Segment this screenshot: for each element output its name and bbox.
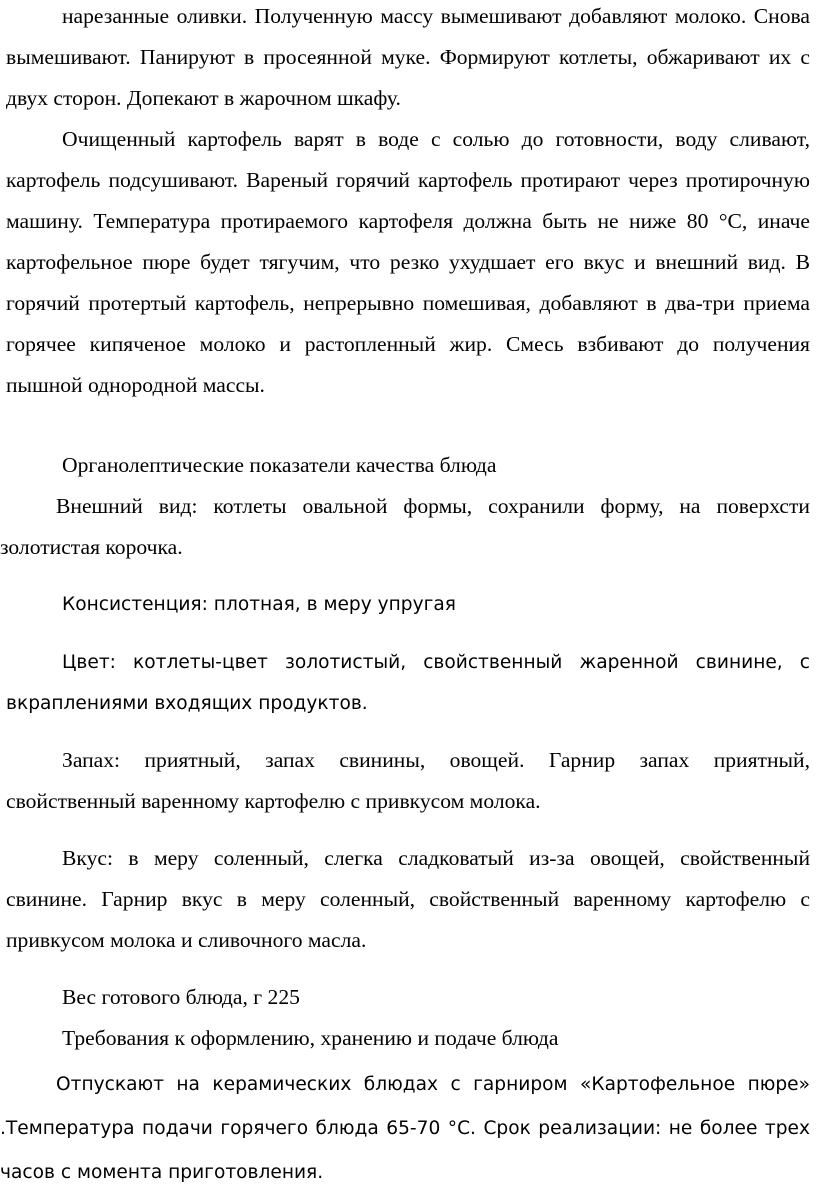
paragraph-preparation: нарезанные оливки. Полученную массу вымешивают добавляют молоко. Снова вымешивают. Панируют в просеянной муке. Формируют котлеты, обжаривают их с двух сторон. Допекают в жарочном шкафу. — [6, 4, 810, 110]
paragraph-weight: Вес готового блюда, г 225 — [62, 985, 300, 1009]
paragraph-potato-puree: Очищенный картофель варят в воде с солью до готовности, воду сливают, картофель подсушивают. Вареный горячий картофель протирают через протирочную машину. Температура протираемого картофеля должна быть не ниже 80 °С, иначе картофельное пюре будет тягучим, что резко ухудшает его вкус и внешний вид. В горячий протертый картофель, непрерывно помешивая, добавляют в два-три приема горячее кипяченое молоко и растопленный жир. Смесь взбивают до получения пышной однородной массы. — [6, 127, 810, 397]
paragraph-color: Цвет: котлеты-цвет золотистый, свойственный жаренной свинине, с вкраплениями входящих продуктов. — [6, 652, 810, 714]
heading-organoleptic: Органолептические показатели качества блюда — [62, 453, 497, 477]
paragraph-consistency: Консистенция: плотная, в меру упругая — [62, 594, 456, 615]
paragraph-smell: Запах: приятный, запах свинины, овощей. Гарнир запах приятный, свойственный варенному картофелю с привкусом молока. — [6, 748, 810, 813]
paragraph-appearance: Внешний вид: котлеты овальной формы, сохранили форму, на поверхсти золотистая корочка. — [0, 494, 810, 559]
paragraph-taste: Вкус: в меру соленный, слегка сладковатый из-за овощей, свойственный свинине. Гарнир вкус в меру соленный, свойственный варенному картофелю с привкусом молока и сливочного масла. — [6, 846, 810, 952]
paragraph-serving: Отпускают на керамических блюдах с гарниром «Картофельное пюре» .Температура подачи горячего блюда 65-70 °С. Срок реализации: не более трех часов с момента приготовления. — [0, 1074, 810, 1183]
heading-requirements: Требования к оформлению, хранению и подаче блюда — [62, 1026, 559, 1050]
